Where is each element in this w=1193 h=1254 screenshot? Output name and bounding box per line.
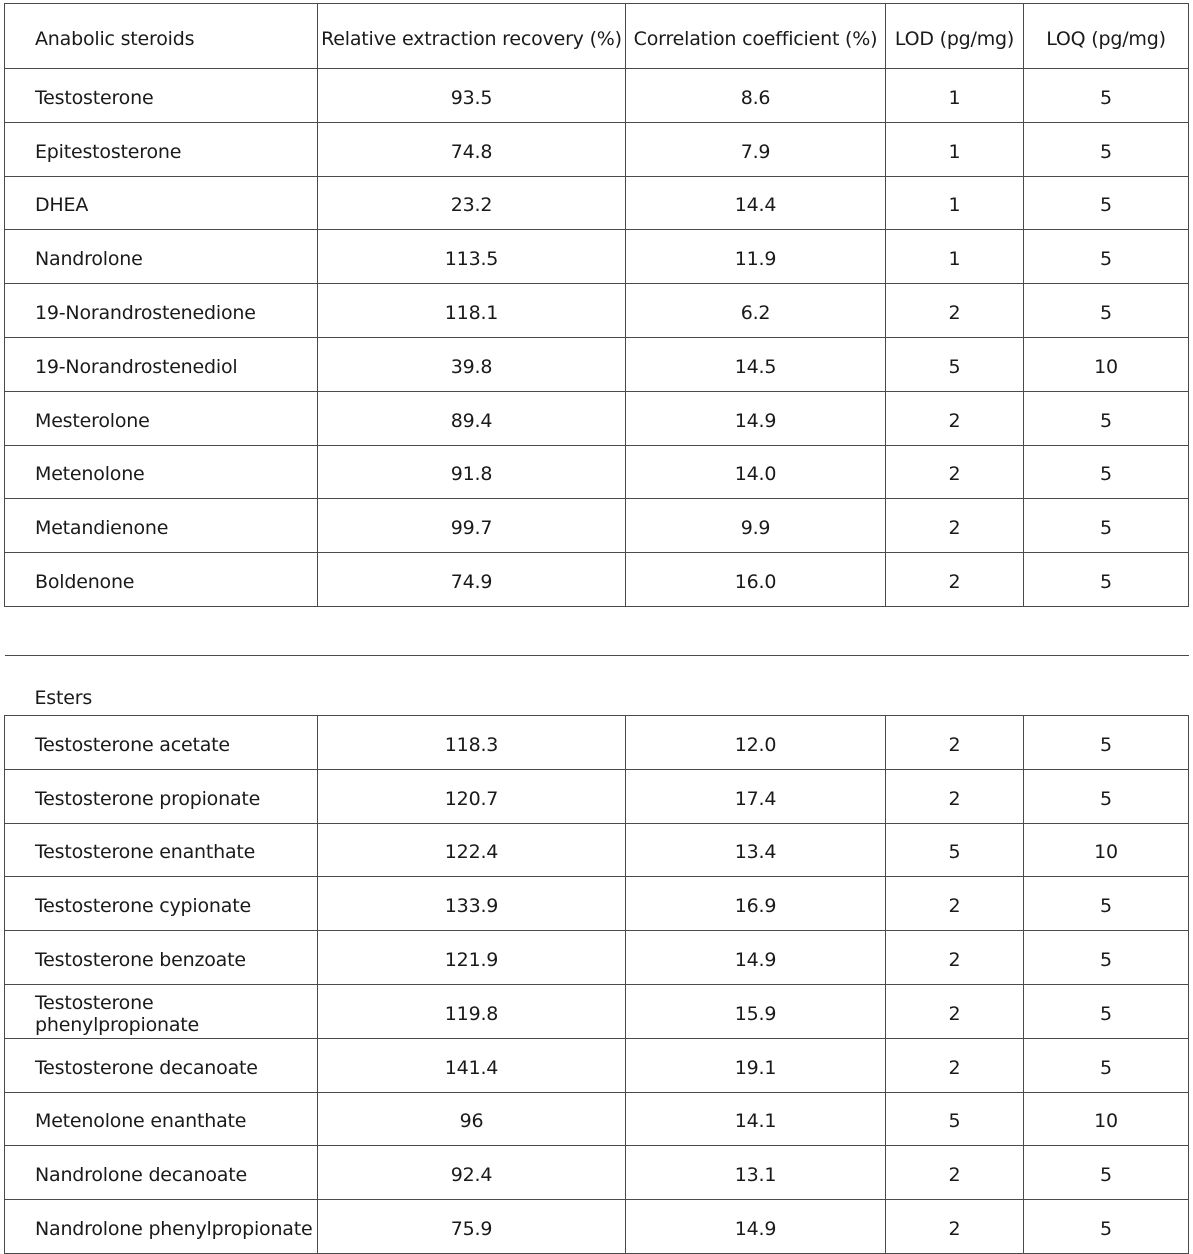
table-row — [5, 1092, 1189, 1146]
compound-name: Nandrolone decanoate — [5, 1146, 318, 1200]
recovery-value: 99.7 — [318, 499, 626, 553]
loq-value: 5 — [1024, 1038, 1189, 1092]
lod-value: 1 — [886, 122, 1024, 176]
compound-name: Testosterone decanoate — [5, 1038, 318, 1092]
correlation-value: 14.9 — [626, 1200, 886, 1254]
recovery-value: 121.9 — [318, 931, 626, 985]
loq-value: 5 — [1024, 176, 1189, 230]
lod-value: 1 — [886, 176, 1024, 230]
header-correlation: Correlation coefficient (%) — [626, 4, 886, 69]
table-row — [5, 769, 1189, 823]
loq-value: 5 — [1024, 391, 1189, 445]
compound-name: DHEA — [5, 176, 318, 230]
compound-name: Boldenone — [5, 553, 318, 607]
correlation-value: 13.1 — [626, 1146, 886, 1200]
loq-value: 5 — [1024, 984, 1189, 1038]
correlation-value: 8.6 — [626, 69, 886, 123]
table-row — [5, 499, 1189, 553]
lod-value: 2 — [886, 284, 1024, 338]
recovery-value: 141.4 — [318, 1038, 626, 1092]
lod-value: 2 — [886, 1200, 1024, 1254]
header-recovery: Relative extraction recovery (%) — [318, 4, 626, 69]
compound-name: 19-Norandrostenedione — [5, 284, 318, 338]
loq-value: 5 — [1024, 769, 1189, 823]
table-row — [5, 823, 1189, 877]
lod-value: 2 — [886, 931, 1024, 985]
recovery-value: 118.1 — [318, 284, 626, 338]
correlation-value: 17.4 — [626, 769, 886, 823]
correlation-value: 13.4 — [626, 823, 886, 877]
loq-value: 5 — [1024, 69, 1189, 123]
lod-value: 2 — [886, 1146, 1024, 1200]
loq-value: 10 — [1024, 823, 1189, 877]
loq-value: 10 — [1024, 337, 1189, 391]
compound-name: Testosterone benzoate — [5, 931, 318, 985]
compound-name: 19-Norandrostenediol — [5, 337, 318, 391]
recovery-value: 91.8 — [318, 445, 626, 499]
table-row — [5, 122, 1189, 176]
lod-value: 2 — [886, 769, 1024, 823]
compound-name: Testosterone cypionate — [5, 877, 318, 931]
compound-name: Metenolone — [5, 445, 318, 499]
correlation-value: 15.9 — [626, 984, 886, 1038]
correlation-value: 14.4 — [626, 176, 886, 230]
steroid-data-table — [4, 3, 1189, 1254]
recovery-value: 89.4 — [318, 391, 626, 445]
compound-name: Nandrolone — [5, 230, 318, 284]
compound-name: Testosterone enanthate — [5, 823, 318, 877]
loq-value: 5 — [1024, 715, 1189, 769]
table-row — [5, 877, 1189, 931]
table-row — [5, 1200, 1189, 1254]
lod-value: 5 — [886, 823, 1024, 877]
table-row — [5, 715, 1189, 769]
correlation-value: 14.5 — [626, 337, 886, 391]
table-row — [5, 445, 1189, 499]
correlation-value: 14.9 — [626, 931, 886, 985]
recovery-value: 118.3 — [318, 715, 626, 769]
loq-value: 5 — [1024, 499, 1189, 553]
correlation-value: 14.9 — [626, 391, 886, 445]
esters-heading-row — [5, 655, 1189, 715]
table-row — [5, 230, 1189, 284]
loq-value: 5 — [1024, 1146, 1189, 1200]
recovery-value: 92.4 — [318, 1146, 626, 1200]
loq-value: 5 — [1024, 230, 1189, 284]
recovery-value: 39.8 — [318, 337, 626, 391]
steroids-section — [5, 69, 1189, 607]
compound-name: Nandrolone phenylpropionate — [5, 1200, 318, 1254]
esters-heading: Esters — [5, 655, 1189, 715]
loq-value: 5 — [1024, 1200, 1189, 1254]
compound-name: Testosterone — [5, 69, 318, 123]
correlation-value: 7.9 — [626, 122, 886, 176]
correlation-value: 6.2 — [626, 284, 886, 338]
recovery-value: 23.2 — [318, 176, 626, 230]
compound-name: Metenolone enanthate — [5, 1092, 318, 1146]
header-lod: LOD (pg/mg) — [886, 4, 1024, 69]
lod-value: 2 — [886, 553, 1024, 607]
recovery-value: 93.5 — [318, 69, 626, 123]
loq-value: 10 — [1024, 1092, 1189, 1146]
compound-name: Testosterone propionate — [5, 769, 318, 823]
lod-value: 2 — [886, 877, 1024, 931]
correlation-value: 12.0 — [626, 715, 886, 769]
recovery-value: 133.9 — [318, 877, 626, 931]
loq-value: 5 — [1024, 445, 1189, 499]
recovery-value: 120.7 — [318, 769, 626, 823]
table-row — [5, 1146, 1189, 1200]
lod-value: 5 — [886, 1092, 1024, 1146]
recovery-value: 119.8 — [318, 984, 626, 1038]
lod-value: 2 — [886, 1038, 1024, 1092]
loq-value: 5 — [1024, 553, 1189, 607]
correlation-value: 16.9 — [626, 877, 886, 931]
table-header — [5, 4, 1189, 69]
lod-value: 2 — [886, 984, 1024, 1038]
table-row — [5, 391, 1189, 445]
correlation-value: 9.9 — [626, 499, 886, 553]
recovery-value: 74.8 — [318, 122, 626, 176]
header-row — [5, 4, 1189, 69]
loq-value: 5 — [1024, 931, 1189, 985]
section-spacer — [5, 606, 1189, 655]
lod-value: 2 — [886, 445, 1024, 499]
table-row — [5, 931, 1189, 985]
recovery-value: 75.9 — [318, 1200, 626, 1254]
correlation-value: 14.0 — [626, 445, 886, 499]
table-row — [5, 1038, 1189, 1092]
lod-value: 2 — [886, 715, 1024, 769]
lod-value: 1 — [886, 69, 1024, 123]
table-row — [5, 176, 1189, 230]
header-compound: Anabolic steroids — [5, 4, 318, 69]
correlation-value: 16.0 — [626, 553, 886, 607]
header-loq: LOQ (pg/mg) — [1024, 4, 1189, 69]
compound-name: Mesterolone — [5, 391, 318, 445]
correlation-value: 14.1 — [626, 1092, 886, 1146]
loq-value: 5 — [1024, 122, 1189, 176]
recovery-value: 113.5 — [318, 230, 626, 284]
recovery-value: 122.4 — [318, 823, 626, 877]
compound-name: Metandienone — [5, 499, 318, 553]
table-row — [5, 337, 1189, 391]
recovery-value: 96 — [318, 1092, 626, 1146]
compound-name: Epitestosterone — [5, 122, 318, 176]
compound-name: Testosterone acetate — [5, 715, 318, 769]
correlation-value: 19.1 — [626, 1038, 886, 1092]
table-row — [5, 984, 1189, 1038]
lod-value: 2 — [886, 391, 1024, 445]
loq-value: 5 — [1024, 877, 1189, 931]
lod-value: 2 — [886, 499, 1024, 553]
recovery-value: 74.9 — [318, 553, 626, 607]
loq-value: 5 — [1024, 284, 1189, 338]
esters-section — [5, 715, 1189, 1253]
spacer-cell — [5, 606, 1189, 655]
lod-value: 1 — [886, 230, 1024, 284]
correlation-value: 11.9 — [626, 230, 886, 284]
steroid-table-container — [4, 3, 1189, 1254]
esters-heading-section — [5, 606, 1189, 715]
table-row — [5, 69, 1189, 123]
lod-value: 5 — [886, 337, 1024, 391]
table-row — [5, 553, 1189, 607]
table-row — [5, 284, 1189, 338]
compound-name: Testosterone phenylpropionate — [5, 984, 318, 1038]
